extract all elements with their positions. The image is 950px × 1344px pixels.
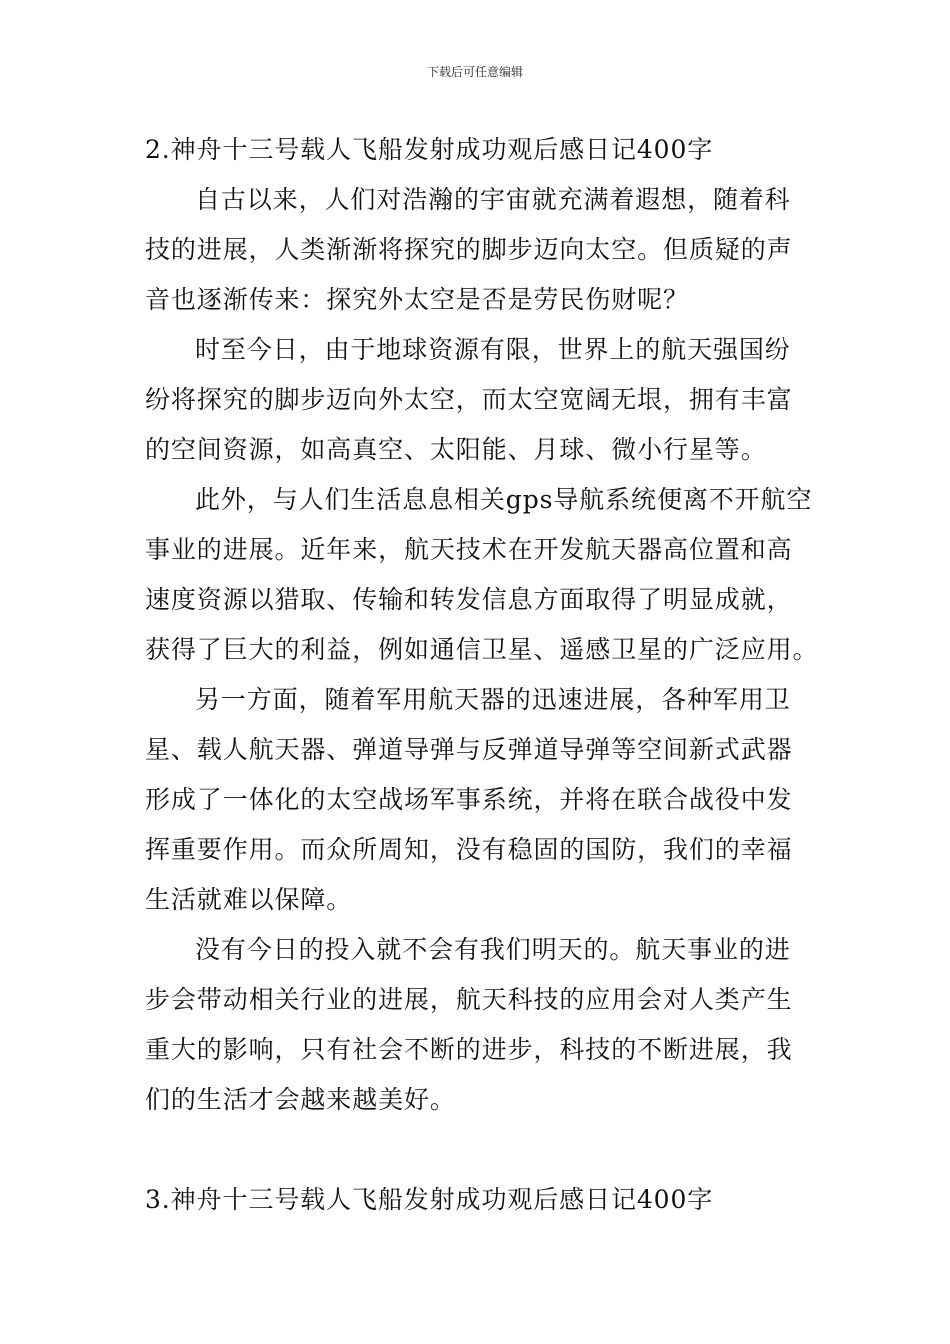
paragraph-line: 事业的进展。近年来，航天技术在开发航天器高位置和高 xyxy=(145,535,793,564)
paragraph xyxy=(145,325,810,475)
document-body xyxy=(145,125,819,1225)
paragraph xyxy=(145,925,810,1125)
paragraph xyxy=(145,675,810,925)
paragraph-line: 没有今日的投入就不会有我们明天的。航天事业的进 xyxy=(195,935,791,964)
section-heading: 2.神舟十三号载人飞船发射成功观后感日记400字 xyxy=(145,135,714,164)
paragraph-line: 们的生活才会越来越美好。 xyxy=(145,1085,456,1114)
paragraph-line: 此外，与人们生活息息相关gps导航系统便离不开航空 xyxy=(195,485,813,514)
section-spacer xyxy=(145,1125,810,1175)
paragraph-line: 挥重要作用。而众所周知，没有稳固的国防，我们的幸福 xyxy=(145,835,793,864)
paragraph-line: 时至今日，由于地球资源有限，世界上的航天强国纷 xyxy=(195,335,791,364)
paragraph xyxy=(145,475,819,675)
paragraph-line: 星、载人航天器、弹道导弹与反弹道导弹等空间新式武器 xyxy=(145,735,793,764)
paragraph-line: 重大的影响，只有社会不断的进步，科技的不断进展，我 xyxy=(145,1035,793,1064)
paragraph-line: 的空间资源，如高真空、太阳能、月球、微小行星等。 xyxy=(145,435,767,464)
paragraph-line: 音也逐渐传来：探究外太空是否是劳民伤财呢？ xyxy=(145,285,689,314)
paragraph-line: 技的进展，人类渐渐将探究的脚步迈向太空。但质疑的声 xyxy=(145,235,793,264)
paragraph-line: 速度资源以猎取、传输和转发信息方面取得了明显成就， xyxy=(145,585,793,614)
section-heading: 3.神舟十三号载人飞船发射成功观后感日记400字 xyxy=(145,1185,714,1214)
paragraph-line: 纷将探究的脚步迈向外太空，而太空宽阔无垠，拥有丰富 xyxy=(145,385,793,414)
paragraph-line: 步会带动相关行业的进展，航天科技的应用会对人类产生 xyxy=(145,985,793,1014)
paragraph-line: 形成了一体化的太空战场军事系统，并将在联合战役中发 xyxy=(145,785,793,814)
paragraph-line: 获得了巨大的利益，例如通信卫星、遥感卫星的广泛应用。 xyxy=(145,635,819,664)
paragraph xyxy=(145,175,810,325)
paragraph-line: 自古以来，人们对浩瀚的宇宙就充满着遐想，随着科 xyxy=(195,185,791,214)
paragraph-line: 生活就难以保障。 xyxy=(145,885,353,914)
page-header-note: 下载后可任意编辑 xyxy=(426,65,523,79)
paragraph-line: 另一方面，随着军用航天器的迅速进展，各种军用卫 xyxy=(195,685,791,714)
